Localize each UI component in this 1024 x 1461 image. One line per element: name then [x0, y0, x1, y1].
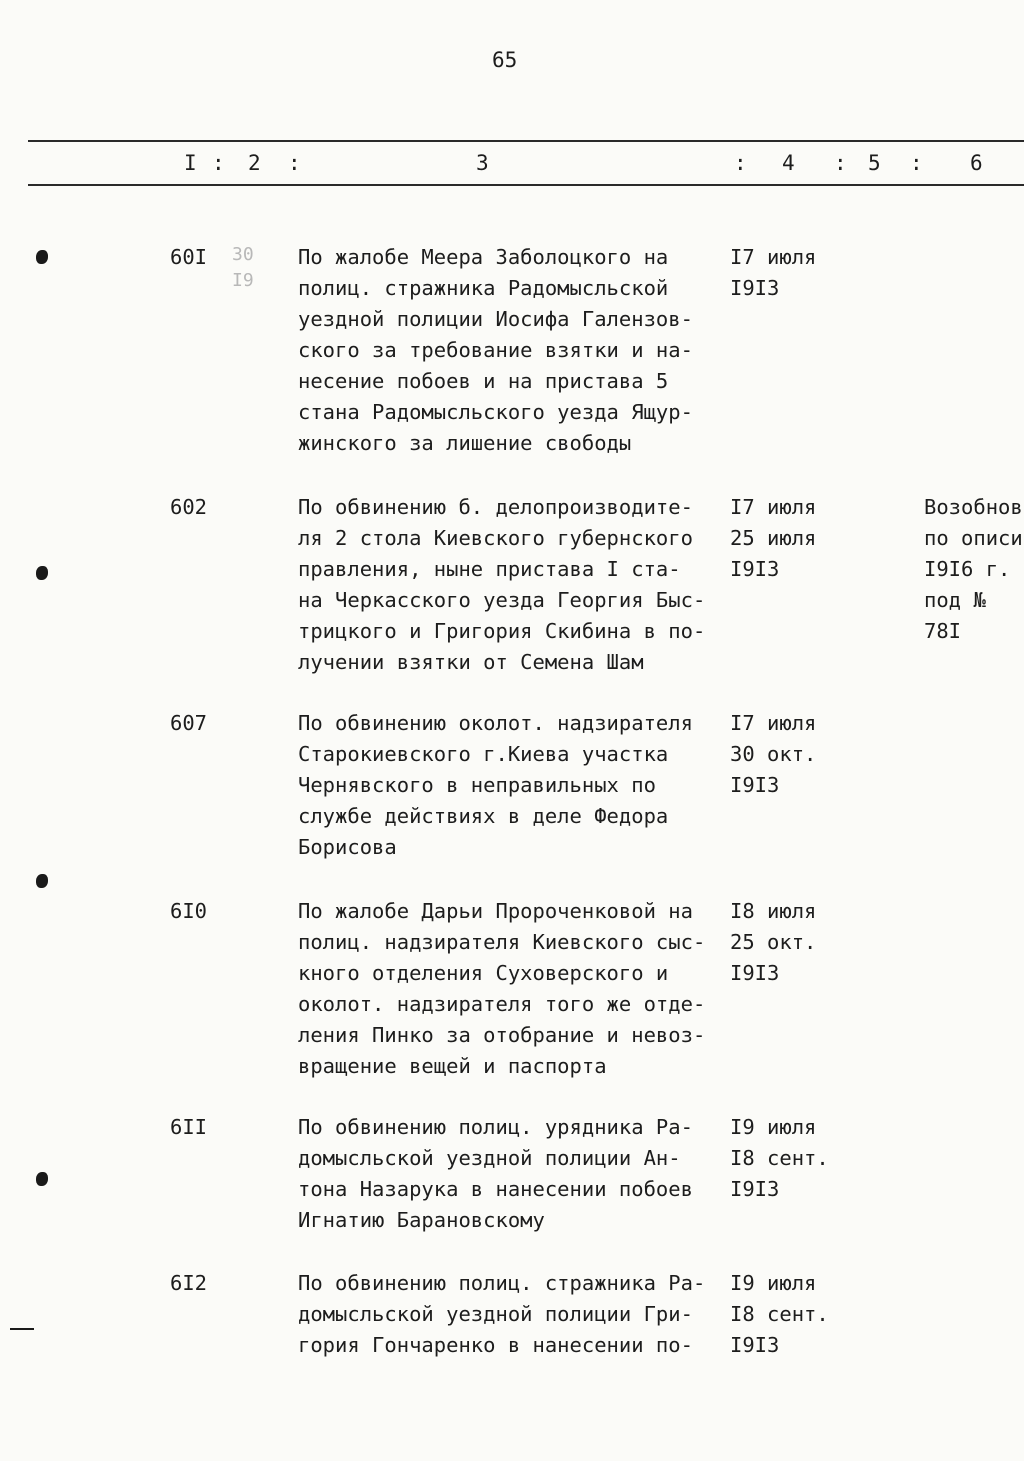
description-line: Старокиевского г.Киева участка: [298, 742, 669, 766]
column-separator: :: [734, 151, 747, 175]
entry-description: [298, 242, 718, 459]
column-3-header: 3: [476, 151, 489, 175]
note-line: Возобнов: [924, 495, 1023, 519]
description-line: По обвинению б. делопроизводите-: [298, 495, 693, 519]
entry-number: 6II: [170, 1115, 208, 1139]
description-line: По обвинению околот. надзирателя: [298, 711, 693, 735]
header-bottom-rule: [28, 184, 1024, 186]
entry-description: [298, 896, 718, 1082]
note-line: под №: [924, 588, 986, 612]
description-line: кного отделения Суховерского и: [298, 961, 669, 985]
description-line: ления Пинко за отобрание и невоз-: [298, 1023, 706, 1047]
date-line: I9I3: [730, 961, 780, 985]
description-line: домысльской уездной полиции Ан-: [298, 1146, 681, 1170]
description-line: полиц. стражника Радомысльской: [298, 276, 669, 300]
entry-number: 6I0: [170, 899, 208, 923]
note-line: по описи: [924, 526, 1023, 550]
entry-dates: [730, 1112, 829, 1205]
column-6-header: 6: [970, 151, 983, 175]
description-line: жинского за лишение свободы: [298, 431, 632, 455]
date-line: 30 окт.: [730, 742, 817, 766]
date-line: I9I3: [730, 276, 780, 300]
description-line: По обвинению полиц. стражника Ра-: [298, 1271, 706, 1295]
column-separator: :: [212, 151, 225, 175]
description-line: По жалобе Дарьи Пророченковой на: [298, 899, 693, 923]
description-line: службе действиях в деле Федора: [298, 804, 669, 828]
description-line: правления, ныне пристава I ста-: [298, 557, 681, 581]
description-line: околот. надзирателя того же отде-: [298, 992, 706, 1016]
date-line: I9I3: [730, 1333, 780, 1357]
margin-dash-mark: [10, 1328, 34, 1330]
column-4-header: 4: [782, 151, 795, 175]
entry-description: [298, 708, 718, 863]
description-line: ля 2 стола Киевского губернского: [298, 526, 693, 550]
date-line: 25 июля: [730, 526, 817, 550]
description-line: уездной полиции Иосифа Галензов-: [298, 307, 693, 331]
description-line: полиц. надзирателя Киевского сыс-: [298, 930, 706, 954]
entry-dates: [730, 1268, 829, 1361]
description-line: стана Радомысльского уезда Ящур-: [298, 400, 693, 424]
description-line: Чернявского в неправильных по: [298, 773, 656, 797]
hole-punch-mark: [36, 1172, 48, 1186]
description-line: вращение вещей и паспорта: [298, 1054, 607, 1078]
faded-stamp: [232, 242, 254, 294]
date-line: I9I3: [730, 773, 780, 797]
entry-number: 6I2: [170, 1271, 208, 1295]
date-line: I7 июля: [730, 711, 817, 735]
date-line: I9I3: [730, 557, 780, 581]
date-line: I7 июля: [730, 495, 817, 519]
description-line: тона Назарука в нанесении побоев: [298, 1177, 693, 1201]
date-line: I9 июля: [730, 1115, 817, 1139]
column-separator: :: [288, 151, 301, 175]
column-separator: :: [834, 151, 847, 175]
stamp-line: I9: [232, 270, 254, 291]
description-line: лучении взятки от Семена Шам: [298, 650, 644, 674]
date-line: I8 сент.: [730, 1146, 829, 1170]
date-line: I9I3: [730, 1177, 780, 1201]
description-line: гория Гончаренко в нанесении по-: [298, 1333, 693, 1357]
date-line: I9 июля: [730, 1271, 817, 1295]
date-line: 25 окт.: [730, 930, 817, 954]
description-line: ского за требование взятки и на-: [298, 338, 693, 362]
entry-dates: [730, 896, 816, 989]
note-line: 78I: [924, 619, 962, 643]
column-2-header: 2: [248, 151, 261, 175]
date-line: I8 сент.: [730, 1302, 829, 1326]
entry-number: 60I: [170, 245, 208, 269]
description-line: на Черкасского уезда Георгия Быс-: [298, 588, 706, 612]
hole-punch-mark: [36, 566, 48, 580]
stamp-line: 30: [232, 244, 254, 265]
description-line: трицкого и Григория Скибина в по-: [298, 619, 706, 643]
entry-dates: [730, 242, 816, 304]
description-line: домысльской уездной полиции Гри-: [298, 1302, 693, 1326]
entry-dates: [730, 492, 816, 585]
description-line: Игнатию Барановскому: [298, 1208, 545, 1232]
header-top-rule: [28, 140, 1024, 142]
description-line: По жалобе Меера Заболоцкого на: [298, 245, 669, 269]
entry-note: [924, 492, 1023, 647]
entry-description: [298, 1268, 718, 1361]
description-line: По обвинению полиц. урядника Ра-: [298, 1115, 693, 1139]
hole-punch-mark: [36, 250, 48, 264]
entry-number: 607: [170, 711, 208, 735]
column-separator: :: [910, 151, 923, 175]
note-line: I9I6 г.: [924, 557, 1011, 581]
entry-description: [298, 492, 718, 678]
description-line: несение побоев и на пристава 5: [298, 369, 669, 393]
date-line: I7 июля: [730, 245, 817, 269]
column-1-header: I: [184, 151, 197, 175]
entry-dates: [730, 708, 816, 801]
column-5-header: 5: [868, 151, 881, 175]
entry-description: [298, 1112, 718, 1236]
hole-punch-mark: [36, 874, 48, 888]
description-line: Борисова: [298, 835, 397, 859]
entry-number: 602: [170, 495, 208, 519]
date-line: I8 июля: [730, 899, 817, 923]
page-number: 65: [492, 48, 518, 72]
